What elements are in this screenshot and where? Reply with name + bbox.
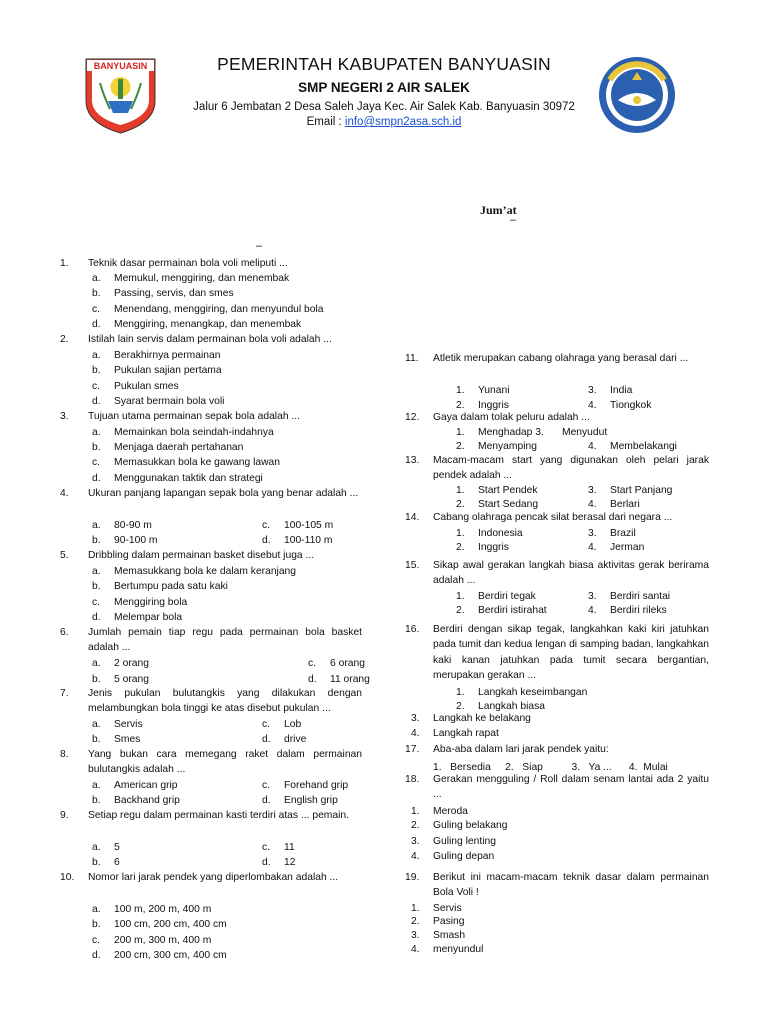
question-text: Istilah lain servis dalam permainan bola voli adalah ... — [88, 334, 332, 345]
answer-option — [308, 672, 370, 687]
question-item — [60, 332, 362, 347]
option-letter: 1. — [411, 806, 420, 817]
option-text: 5 — [114, 842, 120, 853]
question-text: Gaya dalam tolak peluru adalah ... — [433, 412, 590, 423]
question-text: Jumlah pemain tiap regu pada permainan bola basket adalah ... — [88, 627, 362, 654]
question-number: 8. — [60, 749, 69, 760]
option-letter: b. — [92, 288, 101, 299]
option-letter: 4. — [411, 728, 420, 739]
option-text: Pukulan sajian pertama — [114, 365, 222, 376]
option-letter: c. — [262, 780, 271, 791]
option-text: Indonesia — [478, 528, 523, 539]
option-letter: d. — [262, 734, 271, 745]
answer-option — [262, 793, 338, 808]
option-text: Lob — [284, 719, 302, 730]
answer-option — [92, 302, 324, 317]
question-item — [405, 772, 709, 803]
option-text: drive — [284, 734, 307, 745]
answer-option — [92, 471, 263, 486]
option-letter: d. — [308, 674, 317, 685]
answer-option — [262, 855, 296, 870]
option-letter: a. — [92, 719, 101, 730]
answer-option — [92, 917, 227, 932]
question-number: 3. — [60, 411, 69, 422]
option-letter: 4. — [588, 605, 597, 616]
answer-option — [92, 440, 244, 455]
option-letter: a. — [92, 842, 101, 853]
question-number: 12. — [405, 412, 420, 423]
option-letter: 2. — [456, 542, 465, 553]
option-text: American grip — [114, 780, 178, 791]
option-letter: 2. — [456, 701, 465, 712]
question-text: Aba-aba dalam lari jarak pendek yaitu: — [433, 744, 609, 755]
option-letter: 1. — [456, 427, 465, 438]
answer-option — [456, 603, 547, 618]
answer-options-inline: 1. Bersedia 2. Siap 3. Ya ... 4. Mulai — [433, 762, 668, 773]
option-text: 11 orang — [330, 674, 370, 685]
option-letter: c. — [262, 842, 271, 853]
option-text: Tiongkok — [610, 400, 652, 411]
answer-option — [588, 526, 636, 541]
option-text: 200 cm, 300 cm, 400 cm — [114, 950, 227, 961]
answer-option — [308, 656, 365, 671]
option-letter: 3. — [411, 930, 420, 941]
question-number: 19. — [405, 872, 420, 883]
question-number: 10. — [60, 872, 75, 883]
question-number: 13. — [405, 455, 420, 466]
question-text: Atletik merupakan cabang olahraga yang berasal dari ... — [433, 353, 689, 364]
option-text: 100-110 m — [284, 535, 333, 546]
answer-option — [262, 518, 334, 533]
option-text: Berdiri istirahat — [478, 605, 547, 616]
answer-option — [92, 610, 183, 625]
answer-option — [588, 483, 673, 498]
question-text: Jenis pukulan bulutangkis yang dilakukan dengan melambungkan bola tinggi ke atas disebut pukulan ... — [88, 688, 362, 715]
option-letter: a. — [92, 566, 101, 577]
option-letter: 3. — [588, 591, 597, 602]
answer-option — [411, 834, 496, 849]
option-letter: b. — [92, 734, 101, 745]
option-text: Memasukkang bola ke dalam keranjang — [114, 566, 297, 577]
option-letter: d. — [92, 396, 101, 407]
option-text: Syarat bermain bola voli — [114, 396, 225, 407]
answer-option — [92, 948, 227, 963]
answer-option — [456, 540, 509, 555]
option-letter: c. — [92, 304, 101, 315]
answer-option — [92, 348, 221, 363]
answer-option — [262, 732, 307, 747]
option-text: 5 orang — [114, 674, 149, 685]
option-text: 100 cm, 200 cm, 400 cm — [114, 919, 227, 930]
email-label: Email : — [306, 116, 345, 128]
question-number: 6. — [60, 627, 69, 638]
option-letter: 2. — [456, 400, 465, 411]
answer-option — [92, 656, 149, 671]
answer-option — [92, 286, 234, 301]
answer-option — [411, 849, 495, 864]
answer-option — [411, 914, 465, 929]
answer-option — [456, 483, 538, 498]
answer-option-text: Menyudut — [562, 427, 608, 438]
option-letter: c. — [92, 381, 101, 392]
option-text: Brazil — [610, 528, 636, 539]
option-letter: c. — [262, 719, 271, 730]
option-letter: 1. — [456, 385, 465, 396]
option-text: Inggris — [478, 400, 509, 411]
question-item — [405, 410, 709, 425]
option-letter: 1. — [456, 687, 465, 698]
option-text: Berakhirnya permainan — [114, 350, 221, 361]
question-number: 7. — [60, 688, 69, 699]
option-letter: b. — [92, 674, 101, 685]
option-text: Smash — [433, 930, 466, 941]
option-text: Berdiri tegak — [478, 591, 536, 602]
option-text: Start Pendek — [478, 485, 538, 496]
option-letter: d. — [262, 795, 271, 806]
answer-option — [92, 672, 149, 687]
option-text: 200 m, 300 m, 400 m — [114, 935, 212, 946]
answer-option — [92, 425, 274, 440]
option-letter: b. — [92, 535, 101, 546]
question-number: 16. — [405, 624, 420, 635]
question-item — [405, 558, 709, 589]
option-text: Berlari — [610, 499, 640, 510]
option-letter: c. — [92, 935, 101, 946]
option-letter: 3. — [411, 713, 420, 724]
option-letter: b. — [92, 581, 101, 592]
option-letter: 1. — [456, 591, 465, 602]
option-letter: 2. — [456, 605, 465, 616]
answer-option — [92, 793, 180, 808]
option-text: Meroda — [433, 806, 468, 817]
option-text: Smes — [114, 734, 141, 745]
question-item — [405, 351, 709, 366]
question-number: 1. — [60, 258, 69, 269]
answer-option — [262, 778, 349, 793]
question-number: 11. — [405, 353, 419, 364]
question-text: Sikap awal gerakan langkah biasa aktivitas gerak berirama adalah ... — [433, 560, 709, 587]
answer-option — [92, 717, 143, 732]
option-letter: a. — [92, 520, 101, 531]
answer-option — [262, 717, 302, 732]
option-letter: 3. — [588, 485, 597, 496]
question-number: 14. — [405, 512, 420, 523]
school-address: Jalur 6 Jembatan 2 Desa Saleh Jaya Kec. Air Salek Kab. Banyuasin 30972 — [193, 101, 575, 113]
question-number: 15. — [405, 560, 420, 571]
option-letter: d. — [262, 535, 271, 546]
option-letter: 4. — [588, 441, 597, 452]
option-text: 11 — [284, 842, 295, 853]
question-item — [405, 622, 709, 683]
option-letter: 3. — [588, 385, 597, 396]
answer-option — [92, 394, 225, 409]
option-text: 6 orang — [330, 658, 365, 669]
svg-text:BANYUASIN: BANYUASIN — [93, 61, 148, 71]
option-text: Berdiri rileks — [610, 605, 667, 616]
option-text: Bertumpu pada satu kaki — [114, 581, 228, 592]
email-link[interactable]: info@smpn2asa.sch.id — [344, 116, 462, 128]
answer-option — [411, 928, 466, 943]
question-text: Yang bukan cara memegang raket dalam permainan bulutangkis adalah ... — [88, 749, 362, 776]
option-text: 6 — [114, 857, 120, 868]
tut-wuri-handayani-icon — [598, 56, 676, 134]
day-label: Jum’at — [480, 203, 517, 217]
answer-option — [92, 363, 222, 378]
option-text: Memasukkan bola ke gawang lawan — [114, 457, 280, 468]
answer-option — [92, 379, 179, 394]
question-text: Setiap regu dalam permainan kasti terdiri atas ... pemain. — [88, 810, 349, 821]
dash-mark: – — [510, 214, 517, 226]
option-letter: a. — [92, 273, 101, 284]
option-text: Menyamping — [478, 441, 537, 452]
answer-option — [456, 383, 510, 398]
option-letter: d. — [92, 319, 101, 330]
question-text: Gerakan mengguling / Roll dalam senam lantai ada 2 yaitu ... — [433, 774, 709, 801]
answer-option — [456, 589, 536, 604]
option-text: Guling belakang — [433, 820, 508, 831]
option-letter: 2. — [456, 441, 465, 452]
question-number: 18. — [405, 774, 420, 785]
option-letter: 3. — [411, 836, 420, 847]
question-item — [60, 486, 362, 501]
answer-option — [92, 840, 120, 855]
answer-option — [262, 533, 333, 548]
option-text: Langkah biasa — [478, 701, 545, 712]
option-text: Guling lenting — [433, 836, 496, 847]
option-letter: 2. — [456, 499, 465, 510]
option-text: 100-105 m — [284, 520, 334, 531]
question-item — [60, 548, 362, 563]
option-text: Menggiring, menangkap, dan menembak — [114, 319, 302, 330]
option-letter: 4. — [588, 499, 597, 510]
option-letter: b. — [92, 442, 101, 453]
answer-option — [92, 855, 120, 870]
answer-option — [588, 589, 671, 604]
option-text: English grip — [284, 795, 338, 806]
option-text: Start Sedang — [478, 499, 539, 510]
government-title: PEMERINTAH KABUPATEN BANYUASIN — [217, 54, 551, 74]
question-item — [60, 747, 362, 778]
letterhead — [0, 0, 768, 140]
option-letter: 1. — [411, 903, 420, 914]
option-letter: 2. — [411, 820, 420, 831]
answer-option — [588, 603, 667, 618]
option-letter: 4. — [588, 542, 597, 553]
option-text: Servis — [114, 719, 143, 730]
option-letter: d. — [92, 473, 101, 484]
option-letter: 3. — [588, 528, 597, 539]
option-text: 12 — [284, 857, 296, 868]
option-text: Start Panjang — [610, 485, 673, 496]
option-text: Menggiring bola — [114, 597, 188, 608]
option-text: menyundul — [433, 944, 484, 955]
answer-option — [588, 439, 677, 454]
option-text: Menghadap 3. — [478, 427, 544, 438]
question-text: Macam-macam start yang digunakan oleh pelari jarak pendek adalah ... — [433, 455, 709, 482]
option-letter: 1. — [456, 528, 465, 539]
question-item — [60, 686, 362, 717]
answer-option — [588, 383, 633, 398]
option-letter: c. — [308, 658, 317, 669]
school-name: SMP NEGERI 2 AIR SALEK — [298, 80, 470, 95]
option-text: Memainkan bola seindah-indahnya — [114, 427, 274, 438]
option-letter: 4. — [411, 851, 420, 862]
answer-option — [411, 818, 508, 833]
answer-option — [456, 439, 537, 454]
answer-option — [456, 425, 544, 440]
dash-mark: – — [256, 240, 263, 252]
answer-option — [411, 942, 484, 957]
option-text: Melempar bola — [114, 612, 183, 623]
answer-option — [92, 933, 212, 948]
option-text: Membelakangi — [610, 441, 677, 452]
question-text: Tujuan utama permainan sepak bola adalah ... — [88, 411, 300, 422]
answer-option — [92, 778, 178, 793]
option-text: Inggris — [478, 542, 509, 553]
option-text: Pukulan smes — [114, 381, 179, 392]
option-text: Servis — [433, 903, 462, 914]
option-letter: a. — [92, 350, 101, 361]
option-letter: a. — [92, 427, 101, 438]
answer-option — [92, 455, 280, 470]
question-item — [60, 870, 362, 885]
answer-option — [411, 711, 531, 726]
option-letter: a. — [92, 904, 101, 915]
option-text: Memukul, menggiring, dan menembak — [114, 273, 290, 284]
question-number: 4. — [60, 488, 69, 499]
answer-option — [411, 726, 499, 741]
question-item — [405, 742, 709, 757]
answer-option — [92, 518, 152, 533]
question-item — [405, 453, 709, 484]
answer-option — [92, 579, 228, 594]
question-item — [60, 625, 362, 656]
answer-option — [588, 540, 645, 555]
option-letter: 1. — [456, 485, 465, 496]
option-text: Passing, servis, dan smes — [114, 288, 234, 299]
option-text: Langkah rapat — [433, 728, 499, 739]
option-text: 2 orang — [114, 658, 149, 669]
option-text: Forehand grip — [284, 780, 349, 791]
option-letter: b. — [92, 365, 101, 376]
option-letter: 4. — [588, 400, 597, 411]
option-text: Backhand grip — [114, 795, 180, 806]
question-item — [60, 409, 362, 424]
option-text: Menendang, menggiring, dan menyundul bola — [114, 304, 324, 315]
option-text: Pasing — [433, 916, 465, 927]
question-number: 17. — [405, 744, 420, 755]
option-text: Menjaga daerah pertahanan — [114, 442, 244, 453]
option-letter: a. — [92, 658, 101, 669]
option-text: Guling depan — [433, 851, 495, 862]
option-text: 80-90 m — [114, 520, 152, 531]
question-item — [405, 510, 709, 525]
answer-option — [92, 271, 290, 286]
option-letter: c. — [262, 520, 271, 531]
answer-option — [92, 595, 188, 610]
question-item — [60, 256, 362, 271]
answer-option — [92, 533, 158, 548]
question-item — [60, 808, 362, 823]
question-text: Berdiri dengan sikap tegak, langkahkan kaki kiri jatuhkan pada tumit dan kedua lengan di samping badan, langkahkan kaki kanan jatuhkan pada tumit secara bergantian, merupakan gerakan ... — [433, 624, 709, 681]
option-letter: 2. — [411, 916, 420, 927]
answer-option — [262, 840, 295, 855]
option-text: Yunani — [478, 385, 510, 396]
option-letter: b. — [92, 795, 101, 806]
answer-option — [92, 317, 302, 332]
answer-option — [92, 564, 297, 579]
question-text: Berikut ini macam-macam teknik dasar dalam permainan Bola Voli ! — [433, 872, 709, 899]
option-letter: 4. — [411, 944, 420, 955]
option-text: Berdiri santai — [610, 591, 671, 602]
option-letter: b. — [92, 919, 101, 930]
option-letter: d. — [92, 612, 101, 623]
question-text: Ukuran panjang lapangan sepak bola yang benar adalah ... — [88, 488, 359, 499]
option-letter: c. — [92, 457, 101, 468]
option-letter: c. — [92, 597, 101, 608]
option-text: 90-100 m — [114, 535, 158, 546]
answer-option — [92, 902, 212, 917]
question-text: Cabang olahraga pencak silat berasal dari negara ... — [433, 512, 673, 523]
question-item — [405, 870, 709, 901]
option-letter: b. — [92, 857, 101, 868]
question-text: Nomor lari jarak pendek yang diperlombakan adalah ... — [88, 872, 339, 883]
answer-option — [92, 732, 141, 747]
option-text: India — [610, 385, 633, 396]
option-letter: a. — [92, 780, 101, 791]
question-text: Dribbling dalam permainan basket disebut juga ... — [88, 550, 315, 561]
option-text: Langkah keseimbangan — [478, 687, 588, 698]
question-number: 9. — [60, 810, 69, 821]
option-text: 100 m, 200 m, 400 m — [114, 904, 212, 915]
option-letter: d. — [92, 950, 101, 961]
question-number: 2. — [60, 334, 69, 345]
answer-option — [456, 526, 523, 541]
answer-option — [456, 685, 588, 700]
option-text: Langkah ke belakang — [433, 713, 531, 724]
option-text: Menggunakan taktik dan strategi — [114, 473, 263, 484]
question-text: Teknik dasar permainan bola voli meliputi ... — [88, 258, 288, 269]
answer-option — [411, 804, 468, 819]
question-number: 5. — [60, 550, 69, 561]
option-letter: d. — [262, 857, 271, 868]
option-text: Jerman — [610, 542, 645, 553]
